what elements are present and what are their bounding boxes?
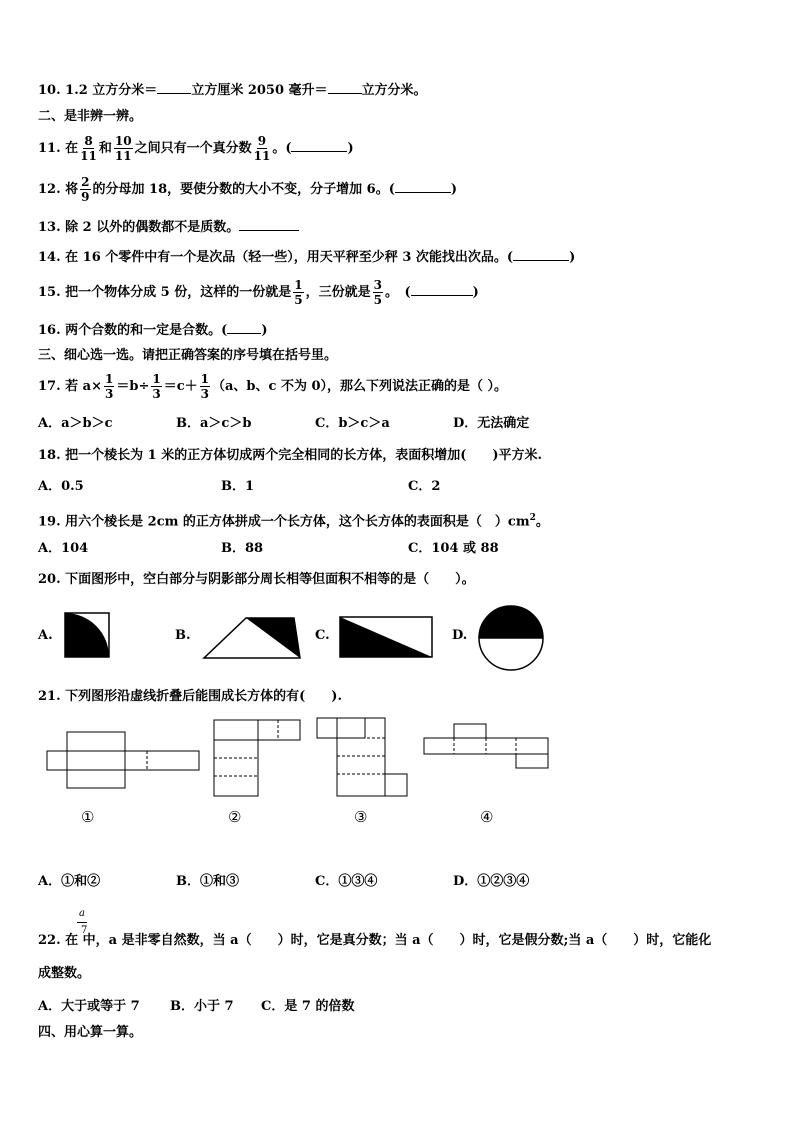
option-a[interactable]: A．104 (38, 541, 89, 556)
answer-blank[interactable] (411, 295, 473, 296)
option-a[interactable]: A．①和② (38, 874, 101, 889)
question-15: 15. 把一个物体分成 5 份，这样的一份就是 $\frac{1}{5}$ ，三份就是 $\frac{3}{5}$ 。 ( ) (38, 278, 479, 307)
option-a[interactable]: A．0.5 (38, 479, 84, 494)
fraction: $\frac{1}{5}$ (294, 278, 303, 307)
question-21: 21. 下列图形沿虚线折叠后能围成长方体的有( ). (38, 689, 342, 704)
answer-blank[interactable] (157, 93, 191, 94)
net-figure-4[interactable] (422, 722, 552, 770)
section-3-heading: 三、细心选一选。请把正确答案的序号填在括号里。 (38, 348, 338, 363)
fraction: $\frac{2}{9}$ (81, 175, 90, 204)
net-label-3: ③ (354, 808, 368, 826)
figure-label-d: D. (452, 628, 468, 643)
net-figure-3[interactable] (315, 716, 411, 798)
answer-blank[interactable] (291, 151, 347, 152)
fraction-bar (77, 922, 87, 923)
figure-a-quarter-circle[interactable] (64, 612, 110, 658)
question-19: 19. 用六个棱长是 2cm 的正方体拼成一个长方体，这个长方体的表面积是（ ）$cm^2$。 (38, 513, 549, 530)
question-18: 18. 把一个棱长为 1 米的正方体切成两个完全相同的长方体，表面积增加( )平方米. (38, 448, 543, 463)
question-12: 12. 将 $\frac{2}{9}$ 的分母加 18，要使分数的大小不变，分子增加 6。( ) (38, 175, 458, 204)
question-14: 14. 在 16 个零件中有一个是次品（轻一些），用天平秤至少秤 3 次能找出次品。( ) (38, 250, 576, 265)
fraction: $\frac{1}{3}$ (105, 372, 114, 401)
option-c[interactable]: C．104 或 88 (408, 541, 499, 556)
net-label-1: ① (81, 808, 95, 826)
answer-blank[interactable] (395, 192, 451, 193)
net-figure-1[interactable] (45, 728, 201, 794)
figure-label-c: C. (315, 628, 330, 643)
option-d[interactable]: D．无法确定 (453, 416, 530, 431)
net-label-2: ② (228, 808, 242, 826)
answer-blank[interactable] (239, 230, 299, 231)
net-label-4: ④ (480, 808, 494, 826)
fraction: $\frac{1}{3}$ (200, 372, 209, 401)
fraction: $\frac{1}{3}$ (152, 372, 161, 401)
question-20: 20. 下面图形中，空白部分与阴影部分周长相等但面积不相等的是（ ）。 (38, 572, 475, 587)
fraction-numerator: a (79, 908, 85, 919)
figure-d-circle[interactable] (477, 604, 545, 672)
option-c[interactable]: C．2 (408, 479, 441, 494)
figure-label-a: A. (38, 628, 53, 643)
fraction-denominator: 7 (81, 925, 88, 936)
net-figure-2[interactable] (212, 718, 304, 798)
section-2-heading: 二、是非辨一辨。 (38, 109, 143, 124)
option-d[interactable]: D．①②③④ (453, 874, 530, 889)
answer-blank[interactable] (227, 333, 261, 334)
question-22: 22. 在 中，a 是非零自然数，当 a（ ）时，它是真分数；当 a（ ）时，它是假分数;当 a（ ）时，它能化 (38, 933, 712, 948)
section-4-heading: 四、用心算一算。 (38, 1025, 143, 1040)
fraction: $\frac{10}{11}$ (114, 134, 132, 163)
question-17: 17. 若 a× $\frac{1}{3}$ ＝b÷ $\frac{1}{3}$ ＝c＋ $\frac{1}{3}$ （a、b、c 不为 0），那么下列说法正确的是（ ）。 (38, 372, 508, 401)
figure-label-b: B. (175, 628, 191, 643)
answer-blank[interactable] (328, 93, 362, 94)
answer-blank[interactable] (513, 260, 569, 261)
figure-b-trapezoid[interactable] (202, 616, 302, 660)
option-a[interactable]: A．大于或等于 7 (38, 999, 140, 1014)
question-10: 10. 1.2 立方分米＝ 立方厘米 2050 毫升＝ 立方分米。 (38, 83, 427, 98)
fraction: $\frac{9}{11}$ (253, 134, 271, 163)
option-c[interactable]: C．b＞c＞a (315, 416, 390, 431)
option-b[interactable]: B．1 (221, 479, 255, 494)
question-11: 11. 在 $\frac{8}{11}$ 和 $\frac{10}{11}$ 之间只有一个真分数 $\frac{9}{11}$ 。( ) (38, 134, 354, 163)
option-b[interactable]: B．a＞c＞b (176, 416, 252, 431)
figure-c-rectangle[interactable] (339, 616, 433, 658)
question-13: 13. 除 2 以外的偶数都不是质数。 (38, 219, 299, 237)
option-c[interactable]: C．①③④ (315, 874, 378, 889)
option-b[interactable]: B．①和③ (176, 874, 239, 889)
option-b[interactable]: B．小于 7 (170, 999, 234, 1014)
fraction: $\frac{8}{11}$ (80, 134, 97, 163)
option-c[interactable]: C．是 7 的倍数 (261, 999, 355, 1014)
fraction: $\frac{3}{5}$ (373, 278, 382, 307)
option-b[interactable]: B．88 (221, 541, 264, 556)
question-22-continued: 成整数。 (38, 966, 91, 981)
question-16: 16. 两个合数的和一定是合数。( ) (38, 323, 268, 338)
option-a[interactable]: A．a＞b＞c (38, 416, 113, 431)
